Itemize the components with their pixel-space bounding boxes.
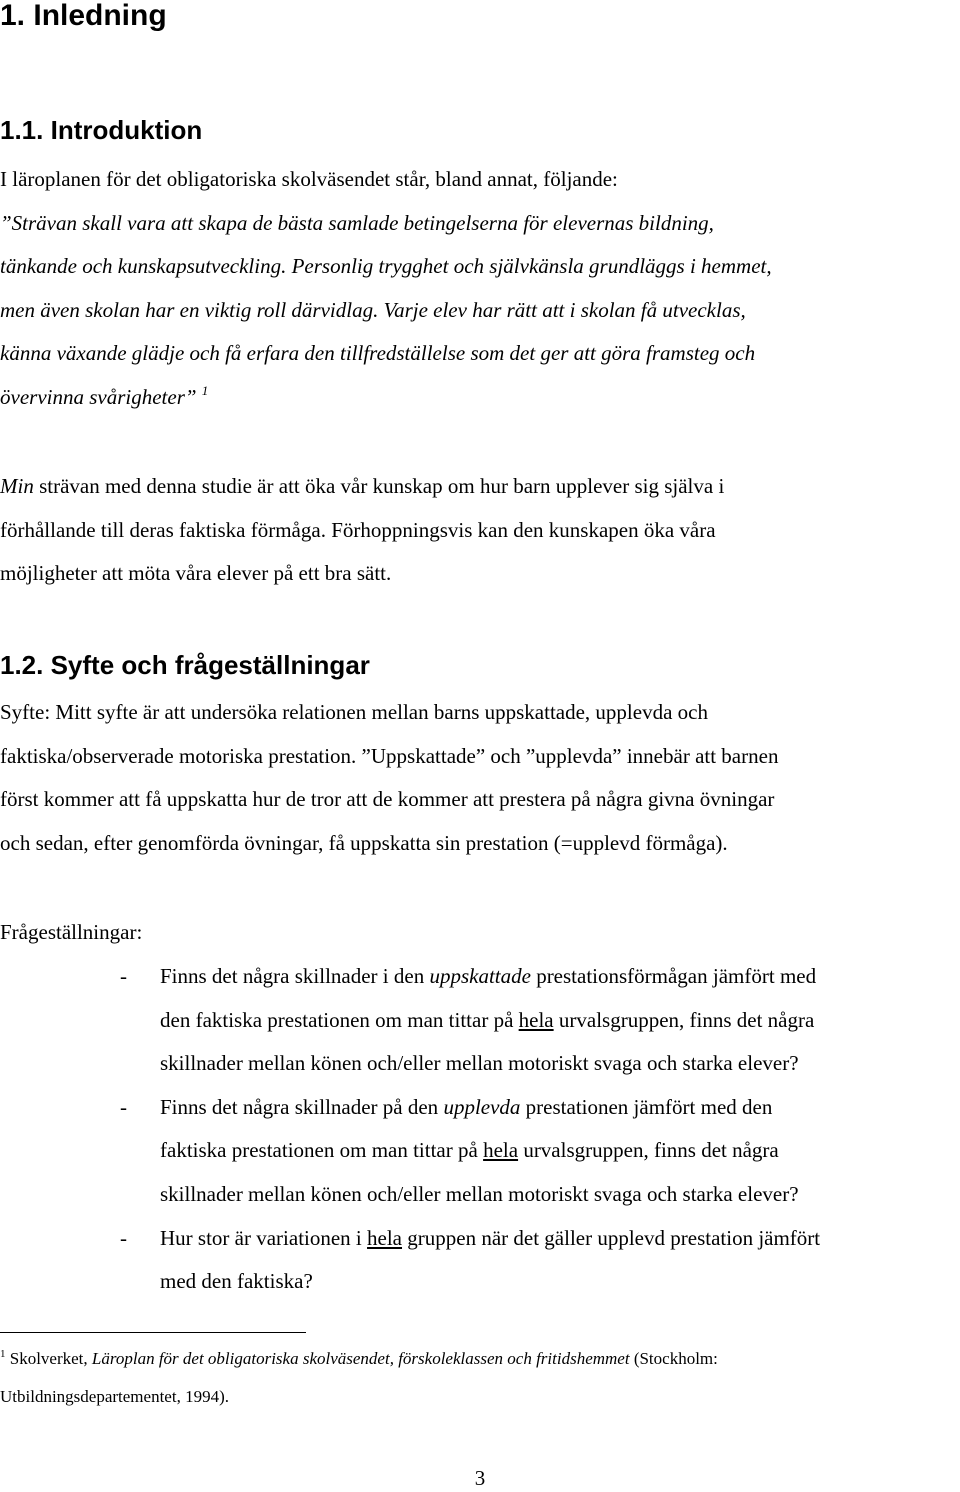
text-run: Finns det några skillnader på den <box>160 1094 444 1119</box>
quote-line: känna växande glädje och få erfara den tillfredställelse som det ger att göra framsteg och <box>0 341 756 366</box>
motivation-line: förhållande till deras faktiska förmåga. Förhoppningsvis kan den kunskapen öka våra <box>0 517 716 542</box>
text-run: Skolverket, <box>5 1349 92 1368</box>
syfte-line: faktiska/observerade motoriska prestation. ”Uppskattade” och ”upplevda” innebär att barnen <box>0 743 779 768</box>
text-run: Finns det några skillnader i den <box>160 964 430 988</box>
list-line <box>160 1086 960 1130</box>
intro-line: I läroplanen för det obligatoriska skolväsendet står, bland annat, följande: <box>0 167 618 191</box>
footnote-reference: 1 <box>201 382 209 398</box>
footnote-title: Läroplan för det obligatoriska skolväsendet, förskoleklassen och fritidshemmet <box>91 1349 630 1368</box>
motivation-paragraph <box>0 465 960 596</box>
questions-label-text: Frågeställningar: <box>0 920 143 944</box>
footnote-line: Utbildningsdepartementet, 1994). <box>0 1387 229 1406</box>
list-item <box>0 955 960 1086</box>
footnote-line <box>0 1340 960 1378</box>
dash-bullet: - <box>120 1094 127 1119</box>
underlined-text: hela <box>483 1138 519 1163</box>
section-heading-syfte: 1.2. Syfte och frågeställningar <box>0 650 370 680</box>
dash-bullet: - <box>120 1225 127 1250</box>
footnote-separator <box>0 1332 306 1333</box>
underlined-text: hela <box>518 1007 554 1032</box>
quote-line: tänkande och kunskapsutveckling. Personlig trygghet och självkänsla grundläggs i hemmet, <box>0 254 772 279</box>
dash-bullet: - <box>120 964 127 988</box>
motivation-line: möjligheter att möta våra elever på ett bra sätt. <box>0 561 392 586</box>
underlined-text: hela <box>367 1225 403 1250</box>
syfte-line: Syfte: Mitt syfte är att undersöka relationen mellan barns uppskattade, upplevda och <box>0 700 708 724</box>
list-line <box>160 999 960 1043</box>
emphasis-text: upplevda <box>443 1094 521 1119</box>
text-run: Hur stor är variationen i <box>160 1225 368 1250</box>
section-heading-introduktion: 1.1. Introduktion <box>0 115 203 145</box>
list-line: skillnader mellan könen och/eller mellan motoriskt svaga och starka elever? <box>160 1181 799 1206</box>
list-line: med den faktiska? <box>160 1269 313 1294</box>
intro-paragraph <box>0 158 960 420</box>
text-run: urvalsgruppen, finns det några <box>518 1138 779 1163</box>
emphasis-text: Min <box>0 474 34 498</box>
text-run: urvalsgruppen, finns det några <box>553 1007 815 1032</box>
list-line <box>160 1217 960 1261</box>
quote-last-line <box>0 376 960 420</box>
list-item <box>0 1217 960 1304</box>
text-run: gruppen när det gäller upplevd prestation jämfört <box>402 1225 821 1250</box>
footnote-number: 1 <box>0 1348 6 1360</box>
questions-list <box>0 955 960 1304</box>
quote-line: ”Strävan skall vara att skapa de bästa samlade betingelserna för elevernas bildning, <box>0 210 714 235</box>
text-run: faktiska prestationen om man tittar på <box>160 1138 484 1163</box>
list-line <box>160 955 960 999</box>
questions-label <box>0 911 960 955</box>
list-line <box>160 1129 960 1173</box>
motivation-line <box>0 465 960 509</box>
page-number: 3 <box>474 1466 486 1490</box>
curriculum-quote <box>0 202 960 420</box>
text-run: strävan med denna studie är att öka vår kunskap om hur barn upplever sig själva i <box>33 474 725 498</box>
list-item <box>0 1086 960 1217</box>
footnote <box>0 1340 960 1416</box>
emphasis-text: uppskattade <box>429 964 531 988</box>
text-run: prestationen jämfört med den <box>520 1094 773 1119</box>
syfte-line: först kommer att få uppskatta hur de tror att de kommer att prestera på några givna övningar <box>0 787 775 812</box>
chapter-heading: 1. Inledning <box>0 0 167 32</box>
text-run: (Stockholm: <box>629 1349 718 1368</box>
text-run: prestationsförmågan jämfört med <box>530 964 817 988</box>
list-line: skillnader mellan könen och/eller mellan motoriskt svaga och starka elever? <box>160 1051 799 1076</box>
text-run: den faktiska prestationen om man tittar på <box>160 1007 519 1032</box>
syfte-line: och sedan, efter genomförda övningar, få uppskatta sin prestation (=upplevd förmåga). <box>0 830 728 855</box>
syfte-paragraph <box>0 691 960 865</box>
quote-line-text: övervinna svårigheter” <box>0 384 197 409</box>
quote-line: men även skolan har en viktig roll därvidlag. Varje elev har rätt att i skolan få utvecklas, <box>0 297 746 322</box>
